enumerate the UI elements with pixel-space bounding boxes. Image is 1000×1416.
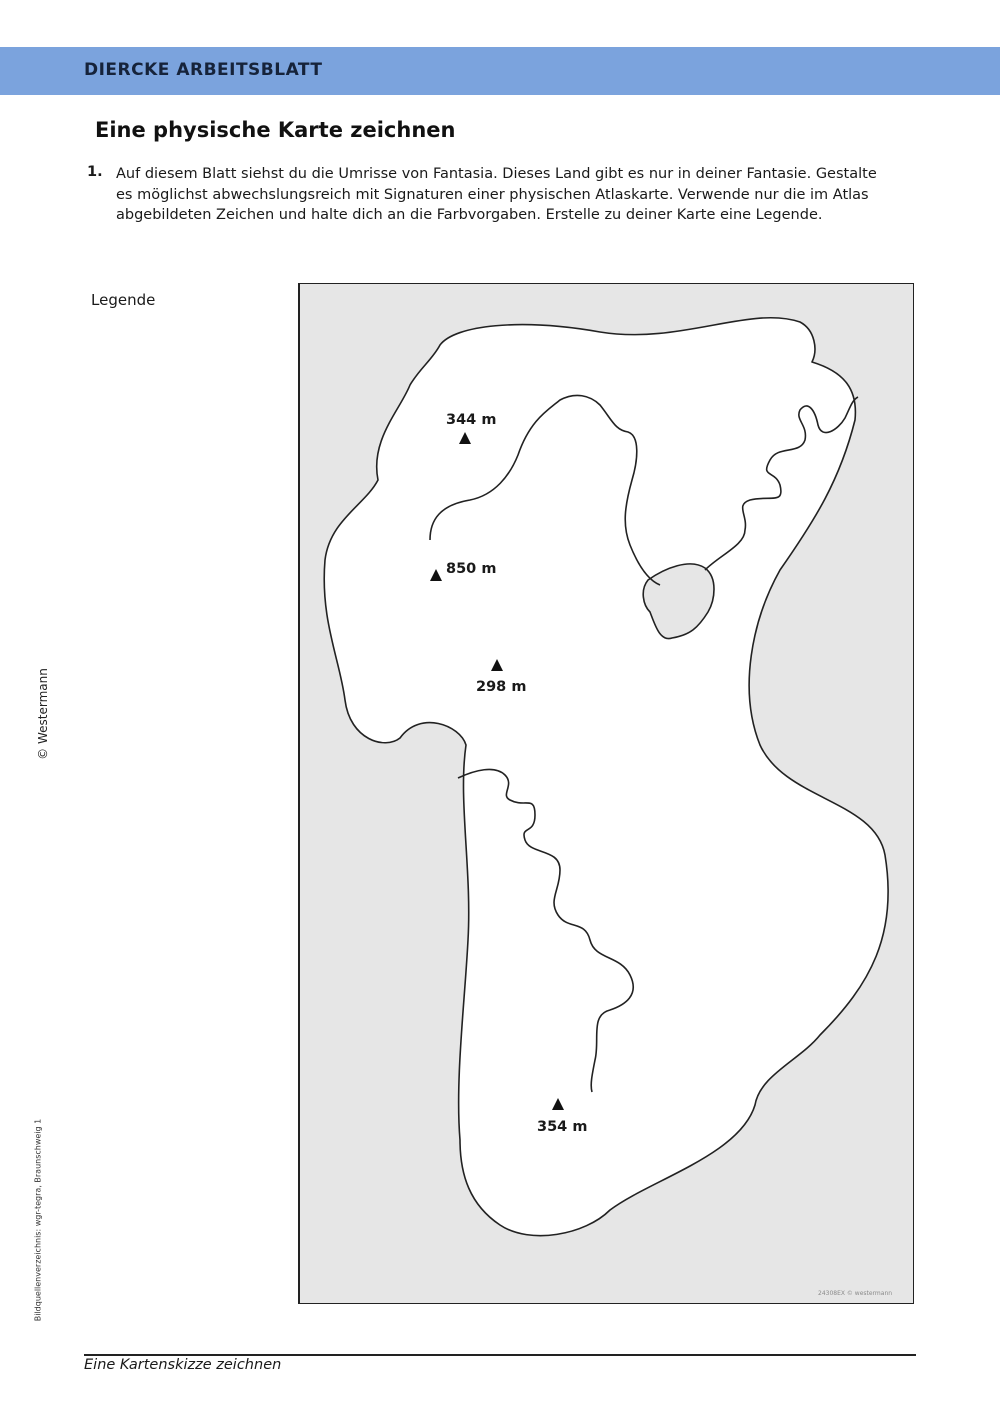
legend-box[interactable] — [84, 283, 300, 1304]
map-area[interactable] — [300, 284, 913, 1303]
map-credit: 24308EX © westermann — [818, 1290, 893, 1297]
peak-label: 850 m — [446, 561, 497, 577]
image-source-note: Bildquellenverzeichnis: wgr-tegra, Braunschweig 1 — [33, 1118, 43, 1322]
footer-text: Eine Kartenskizze zeichnen — [84, 1357, 282, 1373]
peak-label: 298 m — [476, 679, 527, 695]
copyright-note: © Westermann — [36, 668, 50, 760]
task-line: Auf diesem Blatt siehst du die Umrisse von Fantasia. Dieses Land gibt es nur in deiner Fantasie. Gestalte — [116, 166, 877, 182]
footer-rule — [84, 1354, 916, 1356]
task-line: es möglichst abwechslungsreich mit Signaturen einer physischen Atlaskarte. Verwende nur die im Atlas — [116, 186, 869, 203]
task-number: 1. — [87, 164, 103, 180]
task-text — [116, 164, 916, 226]
peak-label: 354 m — [537, 1119, 588, 1135]
page-title: Eine physische Karte zeichnen — [95, 118, 456, 142]
task-line: abgebildeten Zeichen und halte dich an die Farbvorgaben. Erstelle zu deiner Karte eine Legende. — [116, 207, 823, 223]
header-title: DIERCKE ARBEITSBLATT — [84, 60, 323, 80]
legend-label: Legende — [91, 291, 156, 309]
fantasia-map — [300, 284, 913, 1303]
peak-label: 344 m — [446, 412, 497, 428]
